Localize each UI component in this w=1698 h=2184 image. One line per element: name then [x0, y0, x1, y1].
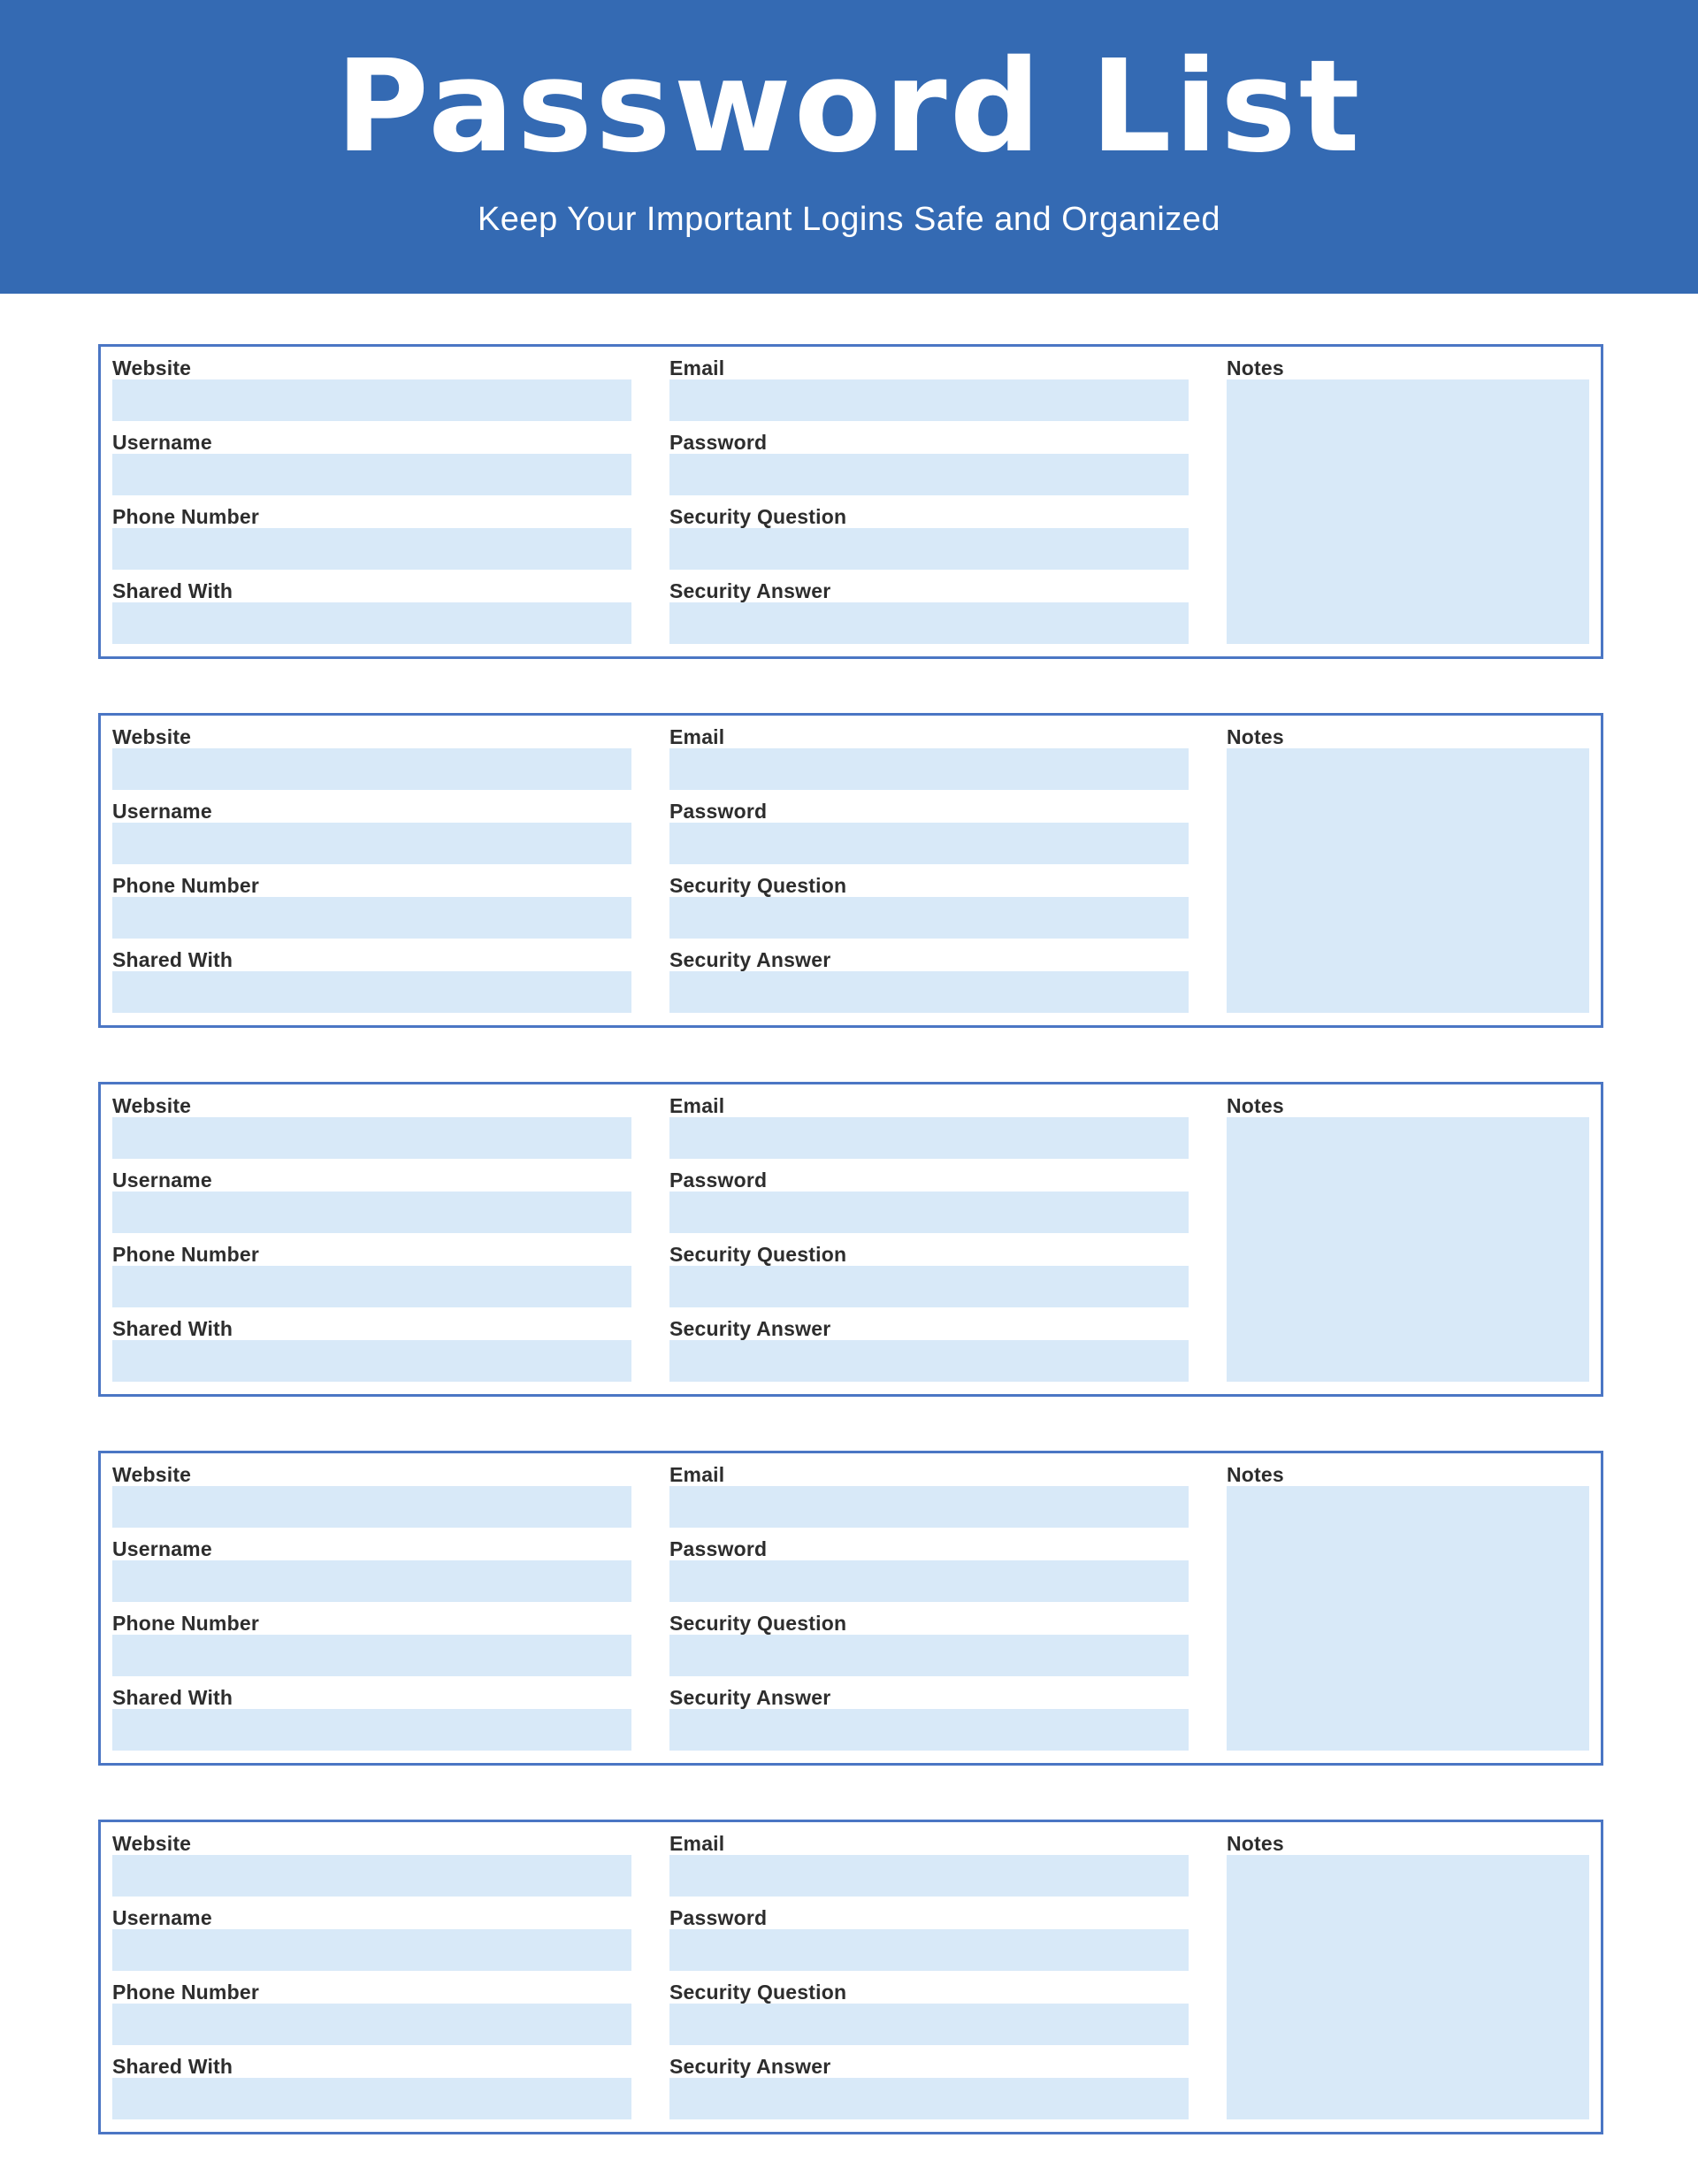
username-row — [112, 432, 631, 495]
username-row — [112, 1169, 631, 1233]
phone-number-row — [112, 1981, 631, 2045]
password-label: Password — [669, 800, 768, 823]
username-row — [112, 1907, 631, 1971]
security-question-input[interactable] — [669, 528, 1189, 570]
password-row — [669, 1169, 1189, 1233]
security-answer-row — [669, 1318, 1189, 1382]
notes-row — [1227, 1464, 1589, 1751]
password-input[interactable] — [669, 454, 1189, 495]
username-label: Username — [112, 1537, 212, 1560]
security-question-row — [669, 1613, 1189, 1676]
website-label: Website — [112, 1463, 192, 1486]
security-answer-input[interactable] — [669, 1340, 1189, 1382]
card-column-left — [112, 1095, 631, 1394]
username-label: Username — [112, 431, 212, 454]
security-question-label: Security Question — [669, 1243, 847, 1266]
page-title: Password List — [335, 32, 1363, 180]
security-answer-input[interactable] — [669, 2078, 1189, 2119]
security-answer-label: Security Answer — [669, 948, 831, 971]
notes-row — [1227, 726, 1589, 1013]
notes-row — [1227, 1833, 1589, 2119]
website-input[interactable] — [112, 379, 631, 421]
phone-number-row — [112, 875, 631, 939]
notes-row — [1227, 357, 1589, 644]
password-input[interactable] — [669, 1560, 1189, 1602]
shared-with-label: Shared With — [112, 948, 233, 971]
security-question-label: Security Question — [669, 1981, 847, 2004]
security-question-row — [669, 506, 1189, 570]
card-column-left — [112, 1833, 631, 2132]
shared-with-label: Shared With — [112, 2055, 233, 2078]
security-answer-label: Security Answer — [669, 579, 831, 602]
email-label: Email — [669, 725, 725, 748]
password-row — [669, 1538, 1189, 1602]
phone-number-label: Phone Number — [112, 874, 259, 897]
card-column-notes — [1227, 726, 1589, 1025]
security-answer-label: Security Answer — [669, 1317, 831, 1340]
security-question-input[interactable] — [669, 1635, 1189, 1676]
card-column-middle — [669, 726, 1189, 1025]
card-column-middle — [669, 1464, 1189, 1763]
phone-number-label: Phone Number — [112, 1243, 259, 1266]
phone-number-row — [112, 506, 631, 570]
email-label: Email — [669, 1832, 725, 1855]
notes-input[interactable] — [1227, 379, 1589, 644]
password-entry-card — [98, 1082, 1603, 1397]
security-answer-row — [669, 580, 1189, 644]
security-question-row — [669, 875, 1189, 939]
shared-with-label: Shared With — [112, 1686, 233, 1709]
email-input[interactable] — [669, 748, 1189, 790]
shared-with-input[interactable] — [112, 971, 631, 1013]
card-column-left — [112, 357, 631, 656]
notes-label: Notes — [1227, 356, 1284, 379]
website-input[interactable] — [112, 1117, 631, 1159]
username-label: Username — [112, 800, 212, 823]
website-input[interactable] — [112, 1855, 631, 1897]
phone-number-input[interactable] — [112, 1635, 631, 1676]
password-row — [669, 1907, 1189, 1971]
website-label: Website — [112, 1832, 192, 1855]
security-answer-row — [669, 1687, 1189, 1751]
shared-with-input[interactable] — [112, 1709, 631, 1751]
notes-input[interactable] — [1227, 1855, 1589, 2119]
username-input[interactable] — [112, 1560, 631, 1602]
shared-with-row — [112, 580, 631, 644]
password-input[interactable] — [669, 823, 1189, 864]
notes-label: Notes — [1227, 1094, 1284, 1117]
website-label: Website — [112, 1094, 192, 1117]
website-row — [112, 1464, 631, 1528]
email-label: Email — [669, 1094, 725, 1117]
email-row — [669, 1833, 1189, 1897]
card-column-notes — [1227, 357, 1589, 656]
security-answer-row — [669, 949, 1189, 1013]
card-list — [98, 294, 1603, 2134]
security-answer-input[interactable] — [669, 971, 1189, 1013]
notes-input[interactable] — [1227, 1486, 1589, 1751]
card-column-middle — [669, 357, 1189, 656]
website-input[interactable] — [112, 1486, 631, 1528]
username-input[interactable] — [112, 823, 631, 864]
notes-label: Notes — [1227, 1832, 1284, 1855]
notes-label: Notes — [1227, 725, 1284, 748]
notes-input[interactable] — [1227, 1117, 1589, 1382]
security-question-input[interactable] — [669, 1266, 1189, 1307]
password-label: Password — [669, 1537, 768, 1560]
password-entry-card — [98, 1820, 1603, 2134]
website-label: Website — [112, 725, 192, 748]
page-subtitle: Keep Your Important Logins Safe and Organized — [477, 201, 1221, 238]
password-entry-card — [98, 1451, 1603, 1766]
username-row — [112, 801, 631, 864]
security-answer-label: Security Answer — [669, 1686, 831, 1709]
security-answer-input[interactable] — [669, 1709, 1189, 1751]
phone-number-label: Phone Number — [112, 1612, 259, 1635]
username-label: Username — [112, 1169, 212, 1192]
password-row — [669, 432, 1189, 495]
phone-number-row — [112, 1244, 631, 1307]
password-label: Password — [669, 1906, 768, 1929]
phone-number-input[interactable] — [112, 1266, 631, 1307]
notes-label: Notes — [1227, 1463, 1284, 1486]
card-column-notes — [1227, 1464, 1589, 1763]
shared-with-row — [112, 1318, 631, 1382]
shared-with-label: Shared With — [112, 579, 233, 602]
shared-with-row — [112, 1687, 631, 1751]
security-question-input[interactable] — [669, 897, 1189, 939]
phone-number-label: Phone Number — [112, 1981, 259, 2004]
security-answer-input[interactable] — [669, 602, 1189, 644]
email-row — [669, 1464, 1189, 1528]
security-answer-label: Security Answer — [669, 2055, 831, 2078]
card-column-left — [112, 726, 631, 1025]
security-question-label: Security Question — [669, 1612, 847, 1635]
website-row — [112, 726, 631, 790]
password-label: Password — [669, 1169, 768, 1192]
website-input[interactable] — [112, 748, 631, 790]
email-label: Email — [669, 356, 725, 379]
notes-row — [1227, 1095, 1589, 1382]
security-question-label: Security Question — [669, 874, 847, 897]
password-input[interactable] — [669, 1929, 1189, 1971]
username-input[interactable] — [112, 1929, 631, 1971]
phone-number-label: Phone Number — [112, 505, 259, 528]
email-label: Email — [669, 1463, 725, 1486]
card-column-middle — [669, 1833, 1189, 2132]
shared-with-row — [112, 949, 631, 1013]
phone-number-row — [112, 1613, 631, 1676]
website-label: Website — [112, 356, 192, 379]
shared-with-input[interactable] — [112, 1340, 631, 1382]
username-input[interactable] — [112, 1192, 631, 1233]
security-answer-row — [669, 2056, 1189, 2119]
shared-with-label: Shared With — [112, 1317, 233, 1340]
phone-number-input[interactable] — [112, 528, 631, 570]
password-label: Password — [669, 431, 768, 454]
username-input[interactable] — [112, 454, 631, 495]
phone-number-input[interactable] — [112, 2004, 631, 2045]
security-question-input[interactable] — [669, 2004, 1189, 2045]
email-row — [669, 726, 1189, 790]
username-row — [112, 1538, 631, 1602]
phone-number-input[interactable] — [112, 897, 631, 939]
card-column-notes — [1227, 1833, 1589, 2132]
email-input[interactable] — [669, 379, 1189, 421]
password-entry-card — [98, 344, 1603, 659]
password-input[interactable] — [669, 1192, 1189, 1233]
security-question-label: Security Question — [669, 505, 847, 528]
security-question-row — [669, 1244, 1189, 1307]
card-column-notes — [1227, 1095, 1589, 1394]
username-label: Username — [112, 1906, 212, 1929]
notes-input[interactable] — [1227, 748, 1589, 1013]
password-row — [669, 801, 1189, 864]
card-column-middle — [669, 1095, 1189, 1394]
website-row — [112, 357, 631, 421]
security-question-row — [669, 1981, 1189, 2045]
website-row — [112, 1095, 631, 1159]
shared-with-input[interactable] — [112, 2078, 631, 2119]
card-column-left — [112, 1464, 631, 1763]
email-input[interactable] — [669, 1486, 1189, 1528]
password-entry-card — [98, 713, 1603, 1028]
header-banner — [0, 0, 1698, 294]
email-row — [669, 357, 1189, 421]
email-input[interactable] — [669, 1855, 1189, 1897]
email-row — [669, 1095, 1189, 1159]
shared-with-input[interactable] — [112, 602, 631, 644]
email-input[interactable] — [669, 1117, 1189, 1159]
shared-with-row — [112, 2056, 631, 2119]
website-row — [112, 1833, 631, 1897]
